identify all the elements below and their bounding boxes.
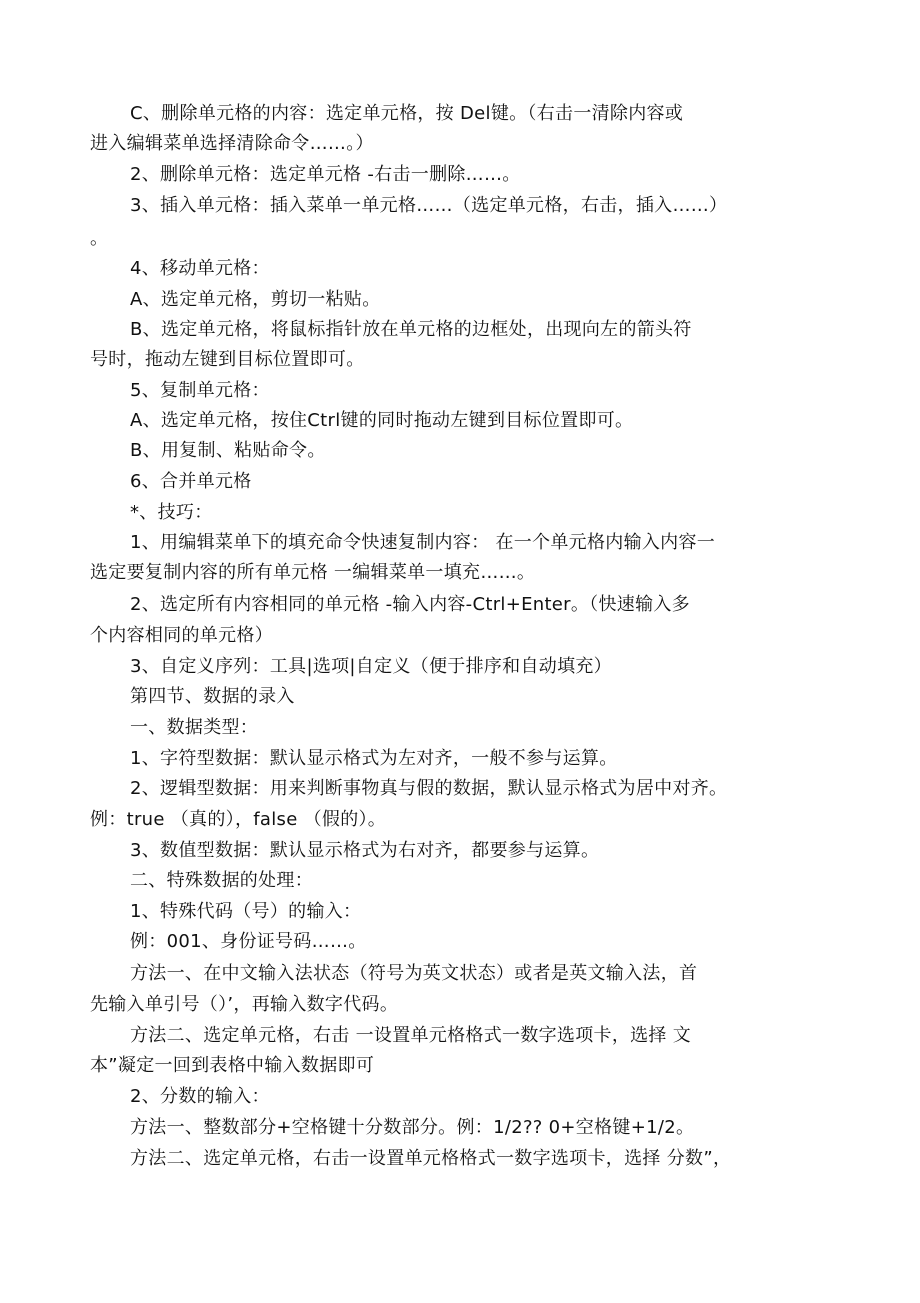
paragraph-delete-content-line1: C、删除单元格的内容：选定单元格，按 Del键。（右击一清除内容或 [130, 103, 684, 124]
heading-copy-cell: 5、复制单元格： [130, 380, 270, 401]
paragraph-fraction-method2: 方法二、选定单元格，右击一设置单元格格式一数字选项卡，选择 分数”， [130, 1148, 732, 1169]
paragraph-tip-3: 3、自定义序列：工具|选项|自定义（便于排序和自动填充） [130, 656, 612, 677]
paragraph-special-code-example: 例：001、身份证号码……。 [130, 931, 367, 952]
paragraph-method2-line1: 方法二、选定单元格，右击 一设置单元格格式一数字选项卡，选择 文 [130, 1025, 692, 1046]
paragraph-tip-1-line2: 选定要复制内容的所有单元格 一编辑菜单一填充……。 [90, 562, 536, 583]
paragraph-fraction-method1: 方法一、整数部分+空格键十分数部分。例：1/2?? 0+空格键+1/2。 [130, 1117, 695, 1138]
heading-tips: *、技巧： [130, 502, 213, 523]
paragraph-delete-content-line2: 进入编辑菜单选择清除命令……。） [90, 133, 374, 154]
paragraph-method2-line2: 本”凝定一回到表格中输入数据即可 [90, 1055, 375, 1076]
paragraph-copy-b: B、用复制、粘贴命令。 [130, 440, 326, 461]
paragraph-method1-line2: 先输入单引号（）’，再输入数字代码。 [90, 994, 399, 1015]
paragraph-delete-cell: 2、删除单元格：选定单元格 -右击一删除……。 [130, 164, 521, 185]
paragraph-char-data: 1、字符型数据：默认显示格式为左对齐，一般不参与运算。 [130, 748, 618, 769]
paragraph-tip-1-line1: 1、用编辑菜单下的填充命令快速复制内容： 在一个单元格内输入内容一 [130, 532, 716, 553]
paragraph-logic-data-line2: 例：true （真的），false （假的）。 [90, 809, 387, 830]
section-title-data-entry: 第四节、数据的录入 [130, 686, 295, 707]
paragraph-tip-2-line1: 2、选定所有内容相同的单元格 -输入内容-Ctrl+Enter。（快速输入多 [130, 594, 690, 615]
paragraph-copy-a: A、选定单元格，按住Ctrl键的同时拖动左键到目标位置即可。 [130, 410, 634, 431]
heading-data-types: 一、数据类型： [130, 717, 259, 738]
paragraph-method1-line1: 方法一、在中文输入法状态（符号为英文状态）或者是英文输入法，首 [130, 963, 698, 984]
paragraph-move-b-line2: 号时，拖动左键到目标位置即可。 [90, 349, 365, 370]
heading-special-code: 1、特殊代码（号）的输入： [130, 901, 362, 922]
heading-special-data: 二、特殊数据的处理： [130, 870, 313, 891]
paragraph-move-a: A、选定单元格，剪切一粘贴。 [130, 289, 381, 310]
paragraph-insert-cell-line2: 。 [90, 228, 109, 249]
paragraph-move-b-line1: B、选定单元格，将鼠标指针放在单元格的边框处，出现向左的箭头符 [130, 319, 692, 340]
paragraph-numeric-data: 3、数值型数据：默认显示格式为右对齐，都要参与运算。 [130, 840, 600, 861]
heading-move-cell: 4、移动单元格： [130, 258, 270, 279]
heading-fraction-input: 2、分数的输入： [130, 1086, 270, 1107]
paragraph-logic-data-line1: 2、逻辑型数据：用来判断事物真与假的数据，默认显示格式为居中对齐。 [130, 778, 728, 799]
heading-merge-cell: 6、合并单元格 [130, 471, 252, 492]
paragraph-tip-2-line2: 个内容相同的单元格） [90, 625, 273, 646]
paragraph-insert-cell-line1: 3、插入单元格：插入菜单一单元格……（选定单元格，右击，插入……） [130, 195, 728, 216]
